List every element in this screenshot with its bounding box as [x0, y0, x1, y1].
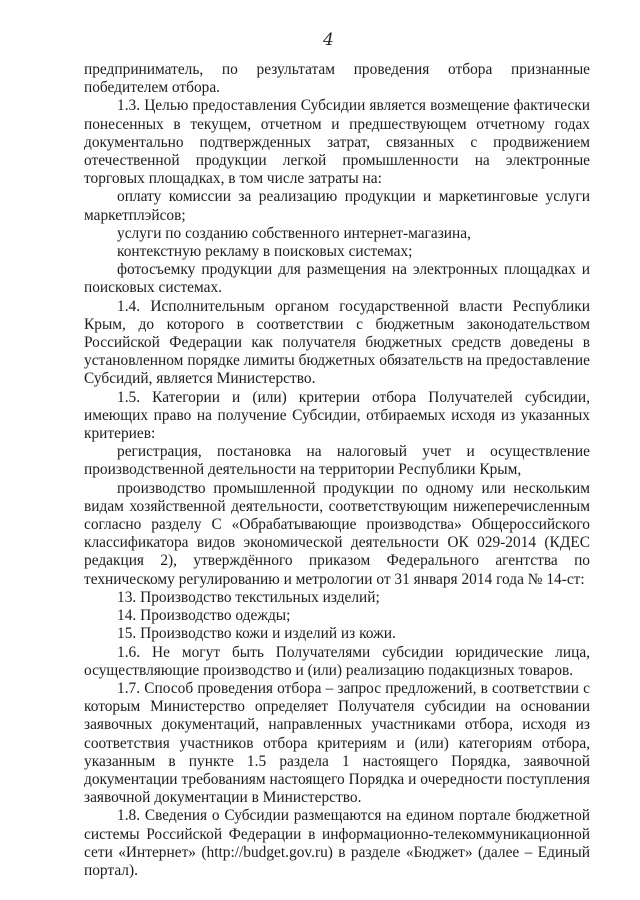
list-item-13: 13. Производство текстильных изделий; — [117, 588, 380, 606]
paragraph-registration: регистрация, постановка на налоговый учет и осуществление производственной деятельности на территории Республики Крым, — [84, 443, 590, 479]
paragraph-production: производство промышленной продукции по одному или нескольким видам хозяйственной деятельности, соответствующим нижеперечисленным согласно разделу С «Обрабатывающие производства» Общероссийского классификатора видов экономической деятельности ОК 029-2014 (КДЕС редакция 2), утверждённого приказом Федерального агентства по техническому регулированию и метрологии от 31 января 2014 года № 14-ст: — [84, 479, 590, 588]
list-item-15: 15. Производство кожи и изделий из кожи. — [117, 625, 396, 643]
paragraph-1-8: 1.8. Сведения о Субсидии размещаются на едином портале бюджетной системы Российской Федерации в информационно-телекоммуникационной сети «Интернет» (http://budget.gov.ru) в разделе «Бюджет» (далее – Единый портал). — [84, 807, 590, 879]
paragraph-online-store: услуги по созданию собственного интернет-магазина, — [117, 224, 471, 242]
paragraph-1-5: 1.5. Категории и (или) критерии отбора Получателей субсидии, имеющих право на получение Субсидии, отбираемых исходя из указанных критериев: — [84, 388, 590, 443]
paragraph-context-ads: контекстную рекламу в поисковых системах; — [117, 243, 413, 261]
paragraph-1-7: 1.7. Способ проведения отбора – запрос предложений, в соответствии с которым Министерство определяет Получателя субсидии на основании заявочных документаций, направленных участниками отбора, исходя из соответствия участников отбора критериям и (или) категориям отбора, указанным в пункте 1.5 раздела 1 настоящего Порядка, заявочной документации требованиям настоящего Порядка и очередности поступления заявочной документации в Министерство. — [84, 679, 590, 807]
paragraph-continuation: предприниматель, по результатам проведения отбора признанные победителем отбора. — [84, 61, 590, 97]
paragraph-commission: оплату комиссии за реализацию продукции и маркетинговые услуги маркетплэйсов; — [84, 188, 590, 224]
paragraph-photo: фотосъемку продукции для размещения на электронных площадках и поисковых системах. — [84, 261, 590, 297]
page-number: 4 — [323, 30, 334, 50]
paragraph-1-4: 1.4. Исполнительным органом государственной власти Республики Крым, до которого в соответствии с бюджетным законодательством Российской Федерации как получателя бюджетных средств доведены в установленном порядке лимиты бюджетных обязательств на предоставление Субсидий, является Министерство. — [84, 297, 590, 388]
document-body — [84, 61, 590, 880]
list-item-14: 14. Производство одежды; — [117, 607, 291, 625]
paragraph-1-3: 1.3. Целью предоставления Субсидии является возмещение фактически понесенных в текущем, отчетном и предшествующем отчетному годах документально подтвержденных затрат, связанных с продвижением отечественной продукции легкой промышленности на электронные торговых площадках, в том числе затраты на: — [84, 97, 590, 188]
paragraph-1-6: 1.6. Не могут быть Получателями субсидии юридические лица, осуществляющие производство и (или) реализацию подакцизных товаров. — [84, 643, 590, 679]
